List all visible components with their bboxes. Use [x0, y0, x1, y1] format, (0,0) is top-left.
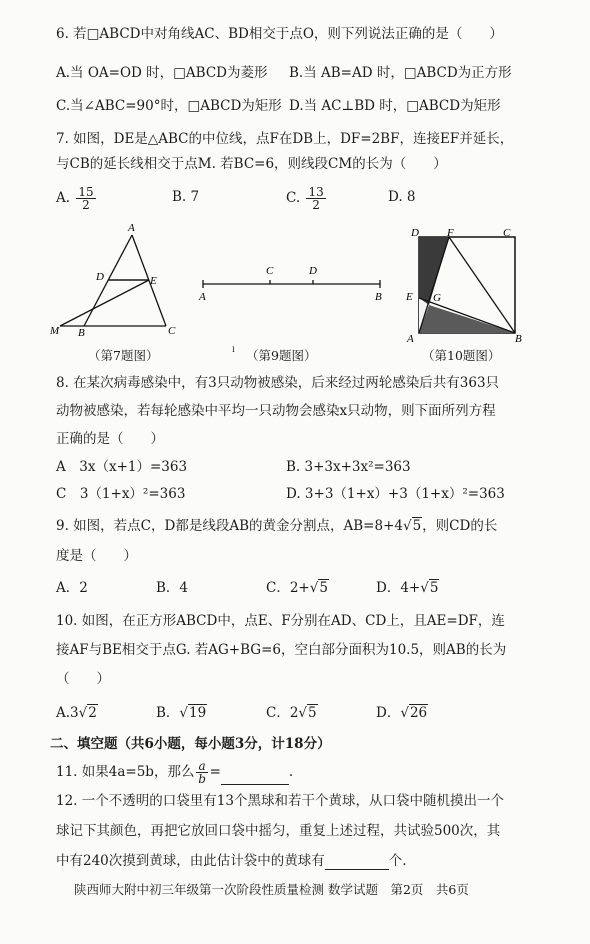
fig7-label-d: D — [96, 271, 104, 283]
q8-line2: 动物被感染，若每轮感染中平均一只动物会感染x只动物，则下面所列方程 — [56, 403, 496, 419]
q7-option-a: A. $\frac{15}{2}$ — [56, 185, 94, 212]
q12-answer-blank[interactable] — [325, 855, 389, 870]
q9-line2: 度是（ ） — [56, 548, 137, 564]
fig9-label-d: D — [309, 265, 317, 277]
q10-option-c: C．2√5 — [266, 705, 317, 721]
q7-option-c: C. $\frac{13}{2}$ — [286, 185, 324, 212]
fig9-label-a: A — [199, 291, 206, 303]
q12-line1: 12. 一个不透明的口袋里有13个黑球和若干个黄球，从口袋中随机摸出一个 — [56, 793, 504, 809]
q10-option-d: D．√26 — [376, 705, 428, 721]
fig7-label-b: B — [78, 327, 85, 339]
fig10-label-b: B — [515, 333, 522, 345]
q11-answer-blank[interactable] — [221, 770, 289, 785]
q7-line2: 与CB的延长线相交于点M. 若BC=6，则线段CM的长为（ ） — [56, 156, 447, 172]
q7-option-d: D. 8 — [388, 189, 416, 205]
fig10-label-a: A — [407, 333, 414, 345]
q10-line3: （ ） — [56, 671, 110, 687]
q12-line3: 中有240次摸到黄球，由此估计袋中的黄球有 个. — [56, 853, 407, 869]
q7-option-b: B. 7 — [172, 189, 200, 205]
section-2-heading: 二、填空题（共6小题，每小题3分，计18分） — [50, 736, 331, 752]
fig10-label-e: E — [406, 291, 413, 303]
q8-option-b: B. 3+3x+3x²=363 — [286, 459, 411, 475]
fig7-caption: （第7题图） — [88, 348, 159, 363]
q10-line2: 接AF与BE相交于点G. 若AG+BG=6，空白部分面积为10.5，则AB的长为 — [56, 642, 507, 658]
q9-option-a: A．2 — [56, 580, 88, 596]
q6-option-a: A.当 OA=OD 时，□ABCD为菱形 — [56, 65, 268, 81]
q8-option-d: D. 3+3（1+x）+3（1+x）²=363 — [286, 486, 505, 502]
page-footer: 陕西师大附中初三年级第一次阶段性质量检测 数学试题 第2页 共6页 — [74, 882, 469, 897]
fig7-label-c: C — [168, 325, 176, 337]
fig9-caption: （第9题图） — [246, 348, 317, 363]
q9-option-b: B．4 — [156, 580, 189, 596]
q6-option-c: C.当∠ABC=90°时，□ABCD为矩形 — [56, 98, 282, 114]
stray-mark: ˡ — [232, 345, 236, 360]
q6-stem: 6. 若□ABCD中对角线AC、BD相交于点O，则下列说法正确的是（ ） — [56, 26, 503, 42]
q9-option-d: D．4+√5 — [376, 580, 439, 596]
fig10-label-g: G — [433, 292, 441, 304]
fig10-label-f: F — [447, 227, 454, 239]
q7-line1: 7. 如图，DE是△ABC的中位线，点F在DB上，DF=2BF，连接EF并延长， — [56, 131, 514, 147]
fig10-caption: （第10题图） — [422, 348, 501, 363]
fig7-label-e: E — [150, 275, 157, 287]
fig9-label-b: B — [375, 291, 382, 303]
q9-option-c: C．2+√5 — [266, 580, 328, 596]
q9-line1: 9. 如图，若点C，D都是线段AB的黄金分割点，AB=8+4√5，则CD的长 — [56, 518, 498, 534]
q12-line2: 球记下其颜色，再把它放回口袋中摇匀，重复上述过程，共试验500次，其 — [56, 823, 501, 839]
q8-line3: 正确的是（ ） — [56, 431, 164, 447]
fig7-label-a: A — [128, 222, 135, 234]
q8-line1: 8. 在某次病毒感染中，有3只动物被感染，后来经过两轮感染后共有363只 — [56, 375, 500, 391]
q6-option-d: D.当 AC⊥BD 时，□ABCD为矩形 — [289, 98, 501, 114]
q10-option-b: B．√19 — [156, 705, 207, 721]
fig7-label-m: M — [50, 325, 60, 337]
q10-line1: 10. 如图，在正方形ABCD中，点E、F分别在AD、CD上，且AE=DF，连 — [56, 613, 505, 629]
fig10-label-d: D — [411, 227, 419, 239]
q8-option-a: A 3x（x+1）=363 — [56, 459, 188, 475]
q10-option-a: A.3√2 — [56, 705, 97, 721]
figure-10 — [405, 228, 525, 343]
q6-option-b: B.当 AB=AD 时，□ABCD为正方形 — [289, 65, 512, 81]
fig10-label-c: C — [503, 227, 511, 239]
q8-option-c: C 3（1+x）²=363 — [56, 486, 186, 502]
figure-9 — [195, 262, 395, 322]
fig9-label-c: C — [266, 265, 274, 277]
q11: 11. 如果4a=5b，那么 $\frac{a}{b}$ = . — [56, 759, 294, 786]
